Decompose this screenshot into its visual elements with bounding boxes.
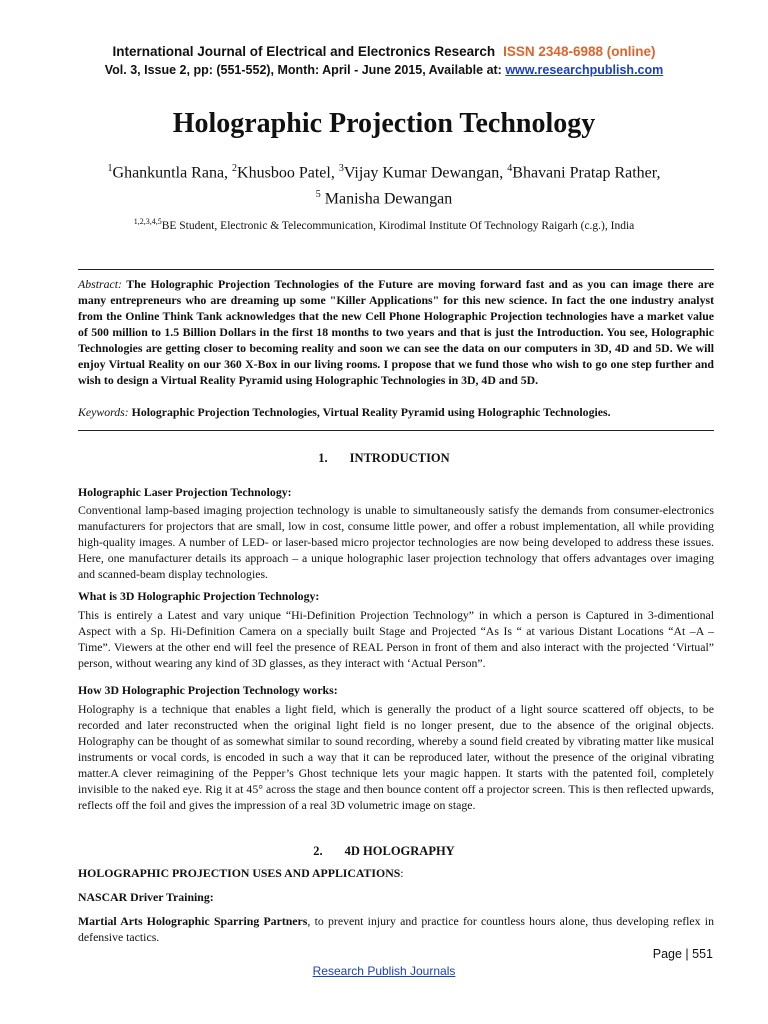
subheading-text: HOLOGRAPHIC PROJECTION USES AND APPLICATIONS (78, 866, 401, 880)
author-sup: 1 (107, 163, 113, 174)
paragraph-bold-lead: Martial Arts Holographic Sparring Partners (78, 914, 308, 928)
author-name: Vijay Kumar Dewangan, (343, 164, 508, 182)
keywords-text: Holographic Projection Technologies, Virtual Reality Pyramid using Holographic Technologies. (128, 405, 611, 419)
author-sup: 4 (507, 163, 513, 174)
abstract (78, 276, 714, 388)
section-title: 4D HOLOGRAPHY (344, 844, 455, 858)
author-name: Ghankuntla Rana, (112, 164, 233, 182)
author-name: Khusboo Patel, (237, 164, 339, 182)
section-heading-introduction (0, 451, 768, 466)
keywords (78, 405, 714, 420)
paragraph-text: , to prevent injury and practice for countless hours alone, thus developing reflex in defensive tactics. (78, 914, 714, 944)
subheading: What is 3D Holographic Projection Technology: (78, 589, 320, 603)
volume-line: Vol. 3, Issue 2, pp: (551-552), Month: April - June 2015, Available at: (104, 63, 506, 77)
abstract-text: The Holographic Projection Technologies of the Future are moving forward fast and as you can image there are many entrepreneurs who are dreaming up some "Killer Applications" for this new science. In fact the one industry analyst from the Online Think Tank acknowledges that the new Cell Phone Holographic Projection technologies have a market value of 500 million to 1.5 Billion Dollars in the first 18 months to two years and that is just the Introduction. You see, Holographic Technologies are getting closer to becoming reality and soon we can see the data on our computers in 3D, 4D and 5D. We will enjoy Virtual Reality on our 360 X-Box in our living rooms. I propose that we fund those who wish to go one step further and wish to design a Virtual Reality Pyramid using Holographic Technologies in 3D, 4D and 5D. (78, 277, 714, 387)
abstract-top-rule (78, 269, 714, 270)
journal-header (0, 43, 768, 79)
author-sup: 3 (338, 163, 344, 174)
section-heading-4d-holography (0, 844, 768, 859)
section-number: 1. (318, 451, 328, 465)
issn: ISSN 2348-6988 (online) (503, 44, 656, 59)
affiliation (40, 217, 728, 232)
author-sup: 5 (315, 189, 321, 201)
abstract-label: Abstract: (78, 277, 122, 291)
authors (40, 158, 728, 211)
subheading: NASCAR Driver Training: (78, 890, 214, 904)
subheading: Holographic Laser Projection Technology: (78, 485, 292, 499)
section-title: INTRODUCTION (349, 451, 450, 465)
paragraph: This is entirely a Latest and vary unique “Hi-Definition Projection Technology” in which a person is Captured in 3-dimentional Aspect with a Sp. Hi-Definition Camera on a specially built Stage and Projected “As Is “ at various Distant Locations “At –A – Time”. Viewers at the other end will feel the presence of REAL Person in front of them and also interact with the projected ‘Virtual” person, without wearing any kind of 3D glasses, as they interact with ‘Actual Person”. (78, 608, 714, 670)
subheading: How 3D Holographic Projection Technology works: (78, 683, 338, 697)
section-number: 2. (313, 844, 323, 858)
paper-title: Holographic Projection Technology (172, 108, 596, 139)
footer-journal-link[interactable]: Research Publish Journals (312, 964, 456, 978)
author-name: Bhavani Pratap Rather, (512, 164, 661, 182)
author-sup: 2 (232, 163, 238, 174)
author-name: Manisha Dewangan (320, 190, 453, 208)
paragraph (78, 913, 714, 945)
affiliation-text: BE Student, Electronic & Telecommunication, Kirodimal Institute Of Technology Raigarh (c.g.), India (161, 219, 635, 232)
keywords-label: Keywords: (78, 405, 129, 419)
page-number: Page | 551 (652, 947, 713, 961)
journal-name: International Journal of Electrical and Electronics Research (112, 44, 496, 59)
journal-url-link[interactable]: www.researchpublish.com (505, 63, 664, 77)
paragraph: Conventional lamp-based imaging projection technology is unable to simultaneously satisfy the demands from consumer-electronics manufacturers for projectors that are small, low in cost, consume little power, and offer a robust implementation, all while providing high-quality images. A number of LED- or laser-based micro projector technologies are now being developed to address these issues. Here, one manufacturer details its approach – a unique holographic laser projection technology that offers advantages over imaging and scanned-beam display technologies. (78, 503, 714, 581)
subheading-uses (78, 866, 714, 881)
subheading-colon: : (400, 866, 404, 880)
abstract-bottom-rule (78, 430, 714, 431)
paragraph: Holography is a technique that enables a light field, which is generally the product of a light source scattered off objects, to be recorded and later reconstructed when the original light field is no longer present, due to the absence of the original objects. Holography can be thought of as somewhat similar to sound recording, whereby a sound field created by vibrating matter like musical instruments or vocal cords, is encoded in such a way that it can be reproduced later, without the presence of the original vibrating matter.A clever reimagining of the Pepper’s Ghost technique lets your magic happen. It starts with the patented foil, completely invisible to the naked eye. Rig it at 45° across the stage and then bounce content off a projector screen. This is then reflected upwards, reflects off the foil and gives the impression of a real 3D volumetric image on stage. (78, 702, 714, 812)
affiliation-sup: 1,2,3,4,5 (133, 217, 162, 226)
